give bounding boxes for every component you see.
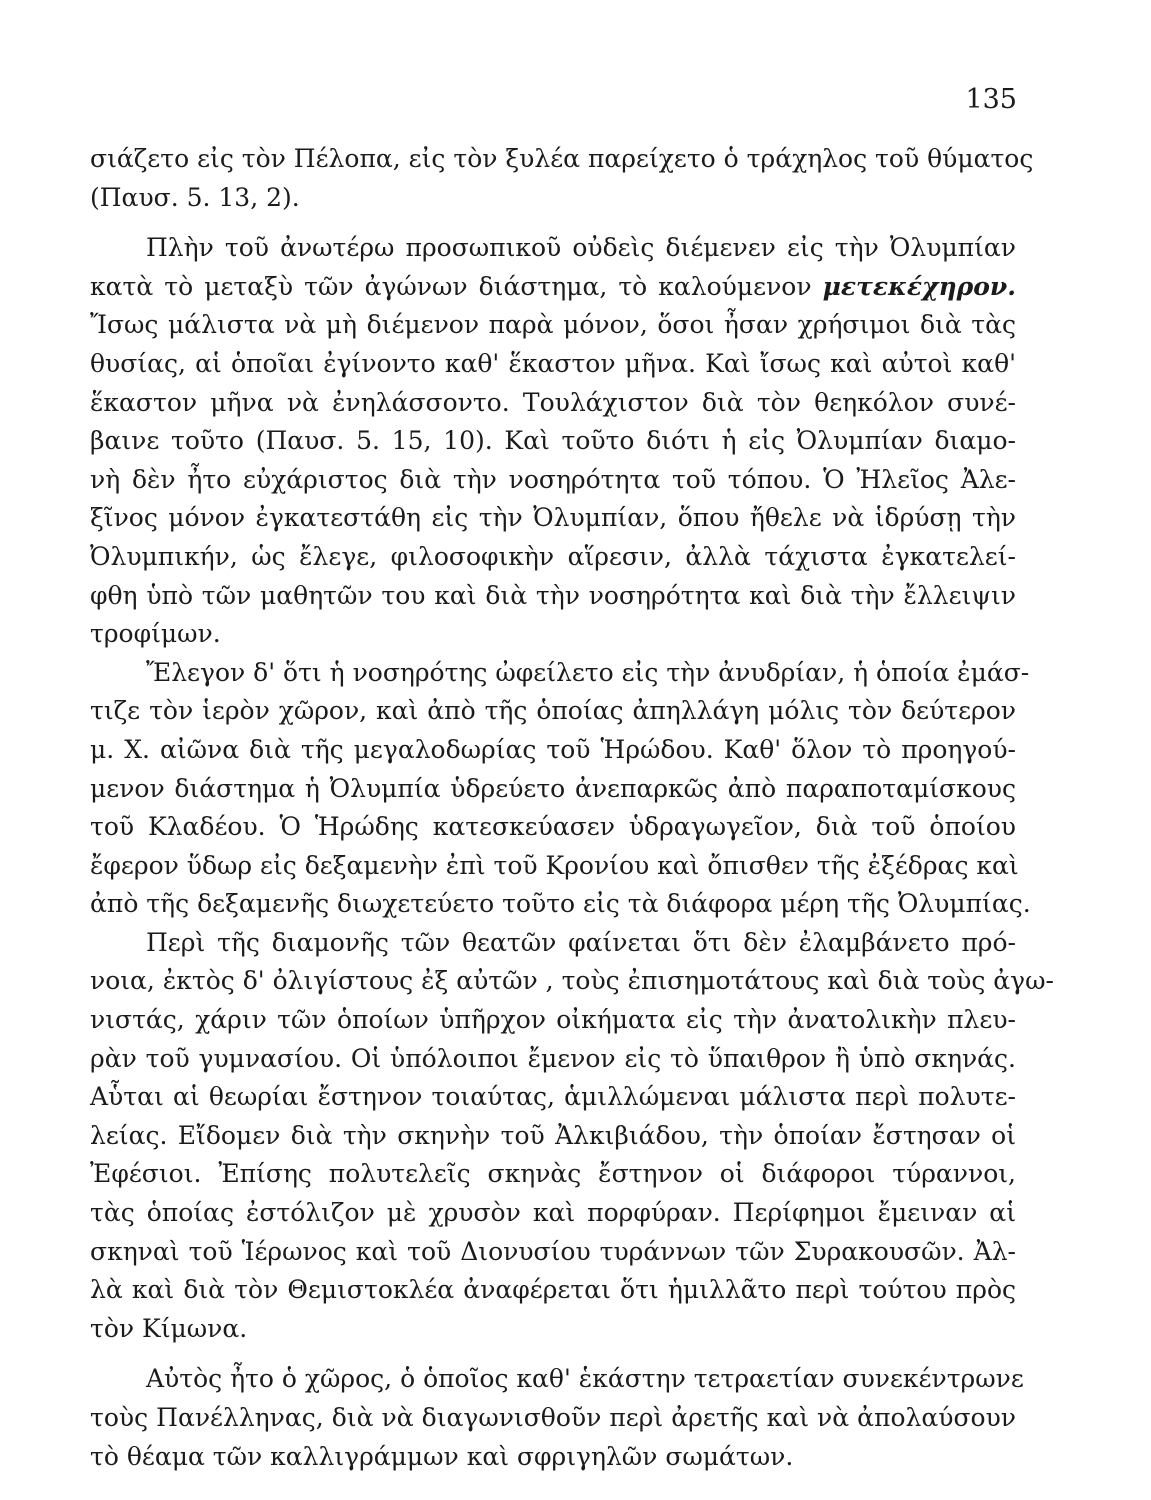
text-line: νὴ δὲν ἦτο εὐχάριστος διὰ τὴν νοσηρότητα τοῦ τόπου. Ὁ Ἠλεῖος Ἀλε- [90,464,1016,494]
text-line: μενον διάστημα ἡ Ὀλυμπία ὑδρεύετο ἀνεπαρκῶς ἀπὸ παραποταμίσκους [90,773,1016,803]
text-line: ρὰν τοῦ γυμνασίου. Οἱ ὑπόλοιποι ἔμενον εἰς τὸ ὕπαιθρον ἢ ὑπὸ σκηνάς. [90,1043,1016,1073]
text-line: τροφίμων. [90,619,221,649]
text-line: Ὀλυμπικήν, ὡς ἔλεγε, φιλοσοφικὴν αἵρεσιν, ἀλλὰ τάχιστα ἐγκατελεί- [90,541,1016,571]
text-line: λείας. Εἴδομεν διὰ τὴν σκηνὴν τοῦ Ἀλκιβιάδου, τὴν ὁποίαν ἔστησαν οἱ [90,1120,1016,1150]
text-line: Ἔλεγον δ' ὅτι ἡ νοσηρότης ὠφείλετο εἰς τὴν ἀνυδρίαν, ἡ ὁποία ἐμάσ- [146,657,1030,687]
page-number: 135 [965,84,1017,115]
text-line-with-term [90,268,1016,307]
text-line: ἀπὸ τῆς δεξαμενῆς διωχετεύετο τοῦτο εἰς τὰ διάφορα μέρη τῆς Ὀλυμπίας. [90,889,1031,919]
text-line: Ἐφέσιοι. Ἐπίσης πολυτελεῖς σκηνὰς ἔστηνον οἱ διάφοροι τύραννοι, [90,1159,1016,1189]
text-line: τιζε τὸν ἱερὸν χῶρον, καὶ ἀπὸ τῆς ὁποίας ἀπηλλάγη μόλις τὸν δεύτερον [90,696,1016,726]
text-line: φθη ὑπὸ τῶν μαθητῶν του καὶ διὰ τὴν νοσηρότητα καὶ διὰ τὴν ἔλλειψιν [90,580,1016,610]
text-line: (Παυσ. 5. 13, 2). [90,182,300,212]
body-text [90,140,1054,1476]
text-line: σκηναὶ τοῦ Ἱέρωνος καὶ τοῦ Διονυσίου τυράννων τῶν Συρακουσῶν. Ἀλ- [90,1236,1016,1266]
text-line: Ἴσως μάλιστα νὰ μὴ διέμενον παρὰ μόνον, ὅσοι ἦσαν χρήσιμοι διὰ τὰς [90,310,1016,340]
text-line: θυσίας, αἱ ὁποῖαι ἐγίνοντο καθ' ἕκαστον μῆνα. Καὶ ἴσως καὶ αὐτοὶ καθ' [90,348,1016,378]
text-fragment: κατὰ τὸ μεταξὺ τῶν ἀγώνων διάστημα, τὸ καλούμενον [90,271,812,301]
text-line: τοῦ Κλαδέου. Ὁ Ἡρώδης κατεσκεύασεν ὑδραγωγεῖον, διὰ τοῦ ὁποίου [90,812,1016,842]
text-line: Αὗται αἱ θεωρίαι ἔστηνον τοιαύτας, ἁμιλλώμεναι μάλιστα περὶ πολυτε- [90,1082,1016,1112]
text-line: ἕκαστον μῆνα νὰ ἐνηλάσσοντο. Τουλάχιστον διὰ τὸν θεηκόλον συνέ- [90,387,1016,417]
text-line: σιάζετο εἰς τὸν Πέλοπα, εἰς τὸν ξυλέα παρείχετο ὁ τράχηλος τοῦ θύματος [90,144,1034,173]
text-line: ἔφερον ὕδωρ εἰς δεξαμενὴν ἐπὶ τοῦ Κρονίου καὶ ὄπισθεν τῆς ἐξέδρας καὶ [90,850,1019,880]
text-line: νοια, ἐκτὸς δ' ὀλιγίστους ἐξ αὐτῶν , τοὺς ἐπισημοτάτους καὶ διὰ τοὺς ἀγω- [90,966,1054,996]
text-line: λὰ καὶ διὰ τὸν Θεμιστοκλέα ἀναφέρεται ὅτι ἡμιλλᾶτο περὶ τούτου πρὸς [90,1275,1016,1305]
bold-term: μετεκέχηρον. [822,271,1016,301]
text-line: τὸν Κίμωνα. [90,1313,248,1343]
text-line: τοὺς Πανέλληνας, διὰ νὰ διαγωνισθοῦν περὶ ἀρετῆς καὶ νὰ ἀπολαύσουν [90,1403,1016,1432]
text-line: νιστάς, χάριν τῶν ὁποίων ὑπῆρχον οἰκήματα εἰς τὴν ἀνατολικὴν πλευ- [90,1005,1016,1035]
text-line: Πλὴν τοῦ ἀνωτέρω προσωπικοῦ οὐδεὶς διέμενεν εἰς τὴν Ὀλυμπίαν [146,233,1016,263]
text-line: τὰς ὁποίας ἐστόλιζον μὲ χρυσὸν καὶ πορφύραν. Περίφημοι ἔμειναν αἱ [90,1198,1016,1228]
text-line: μ. Χ. αἰῶνα διὰ τῆς μεγαλοδωρίας τοῦ Ἡρώδου. Καθ' ὅλον τὸ προηγού- [90,734,1016,764]
text-line: τὸ θέαμα τῶν καλλιγράμμων καὶ σφριγηλῶν σωμάτων. [90,1441,794,1471]
text-line: Περὶ τῆς διαμονῆς τῶν θεατῶν φαίνεται ὅτι δὲν ἐλαμβάνετο πρό- [146,927,1016,957]
text-line: βαινε τοῦτο (Παυσ. 5. 15, 10). Καὶ τοῦτο διότι ἡ εἰς Ὀλυμπίαν διαμο- [90,426,1016,456]
text-line: ξῖνος μόνον ἐγκατεστάθη εἰς τὴν Ὀλυμπίαν, ὅπου ἤθελε νὰ ἱδρύσῃ τὴν [90,503,1016,533]
text-line: Αὐτὸς ἦτο ὁ χῶρος, ὁ ὁποῖος καθ' ἑκάστην τετραετίαν συνεκέντρωνε [146,1364,1024,1394]
